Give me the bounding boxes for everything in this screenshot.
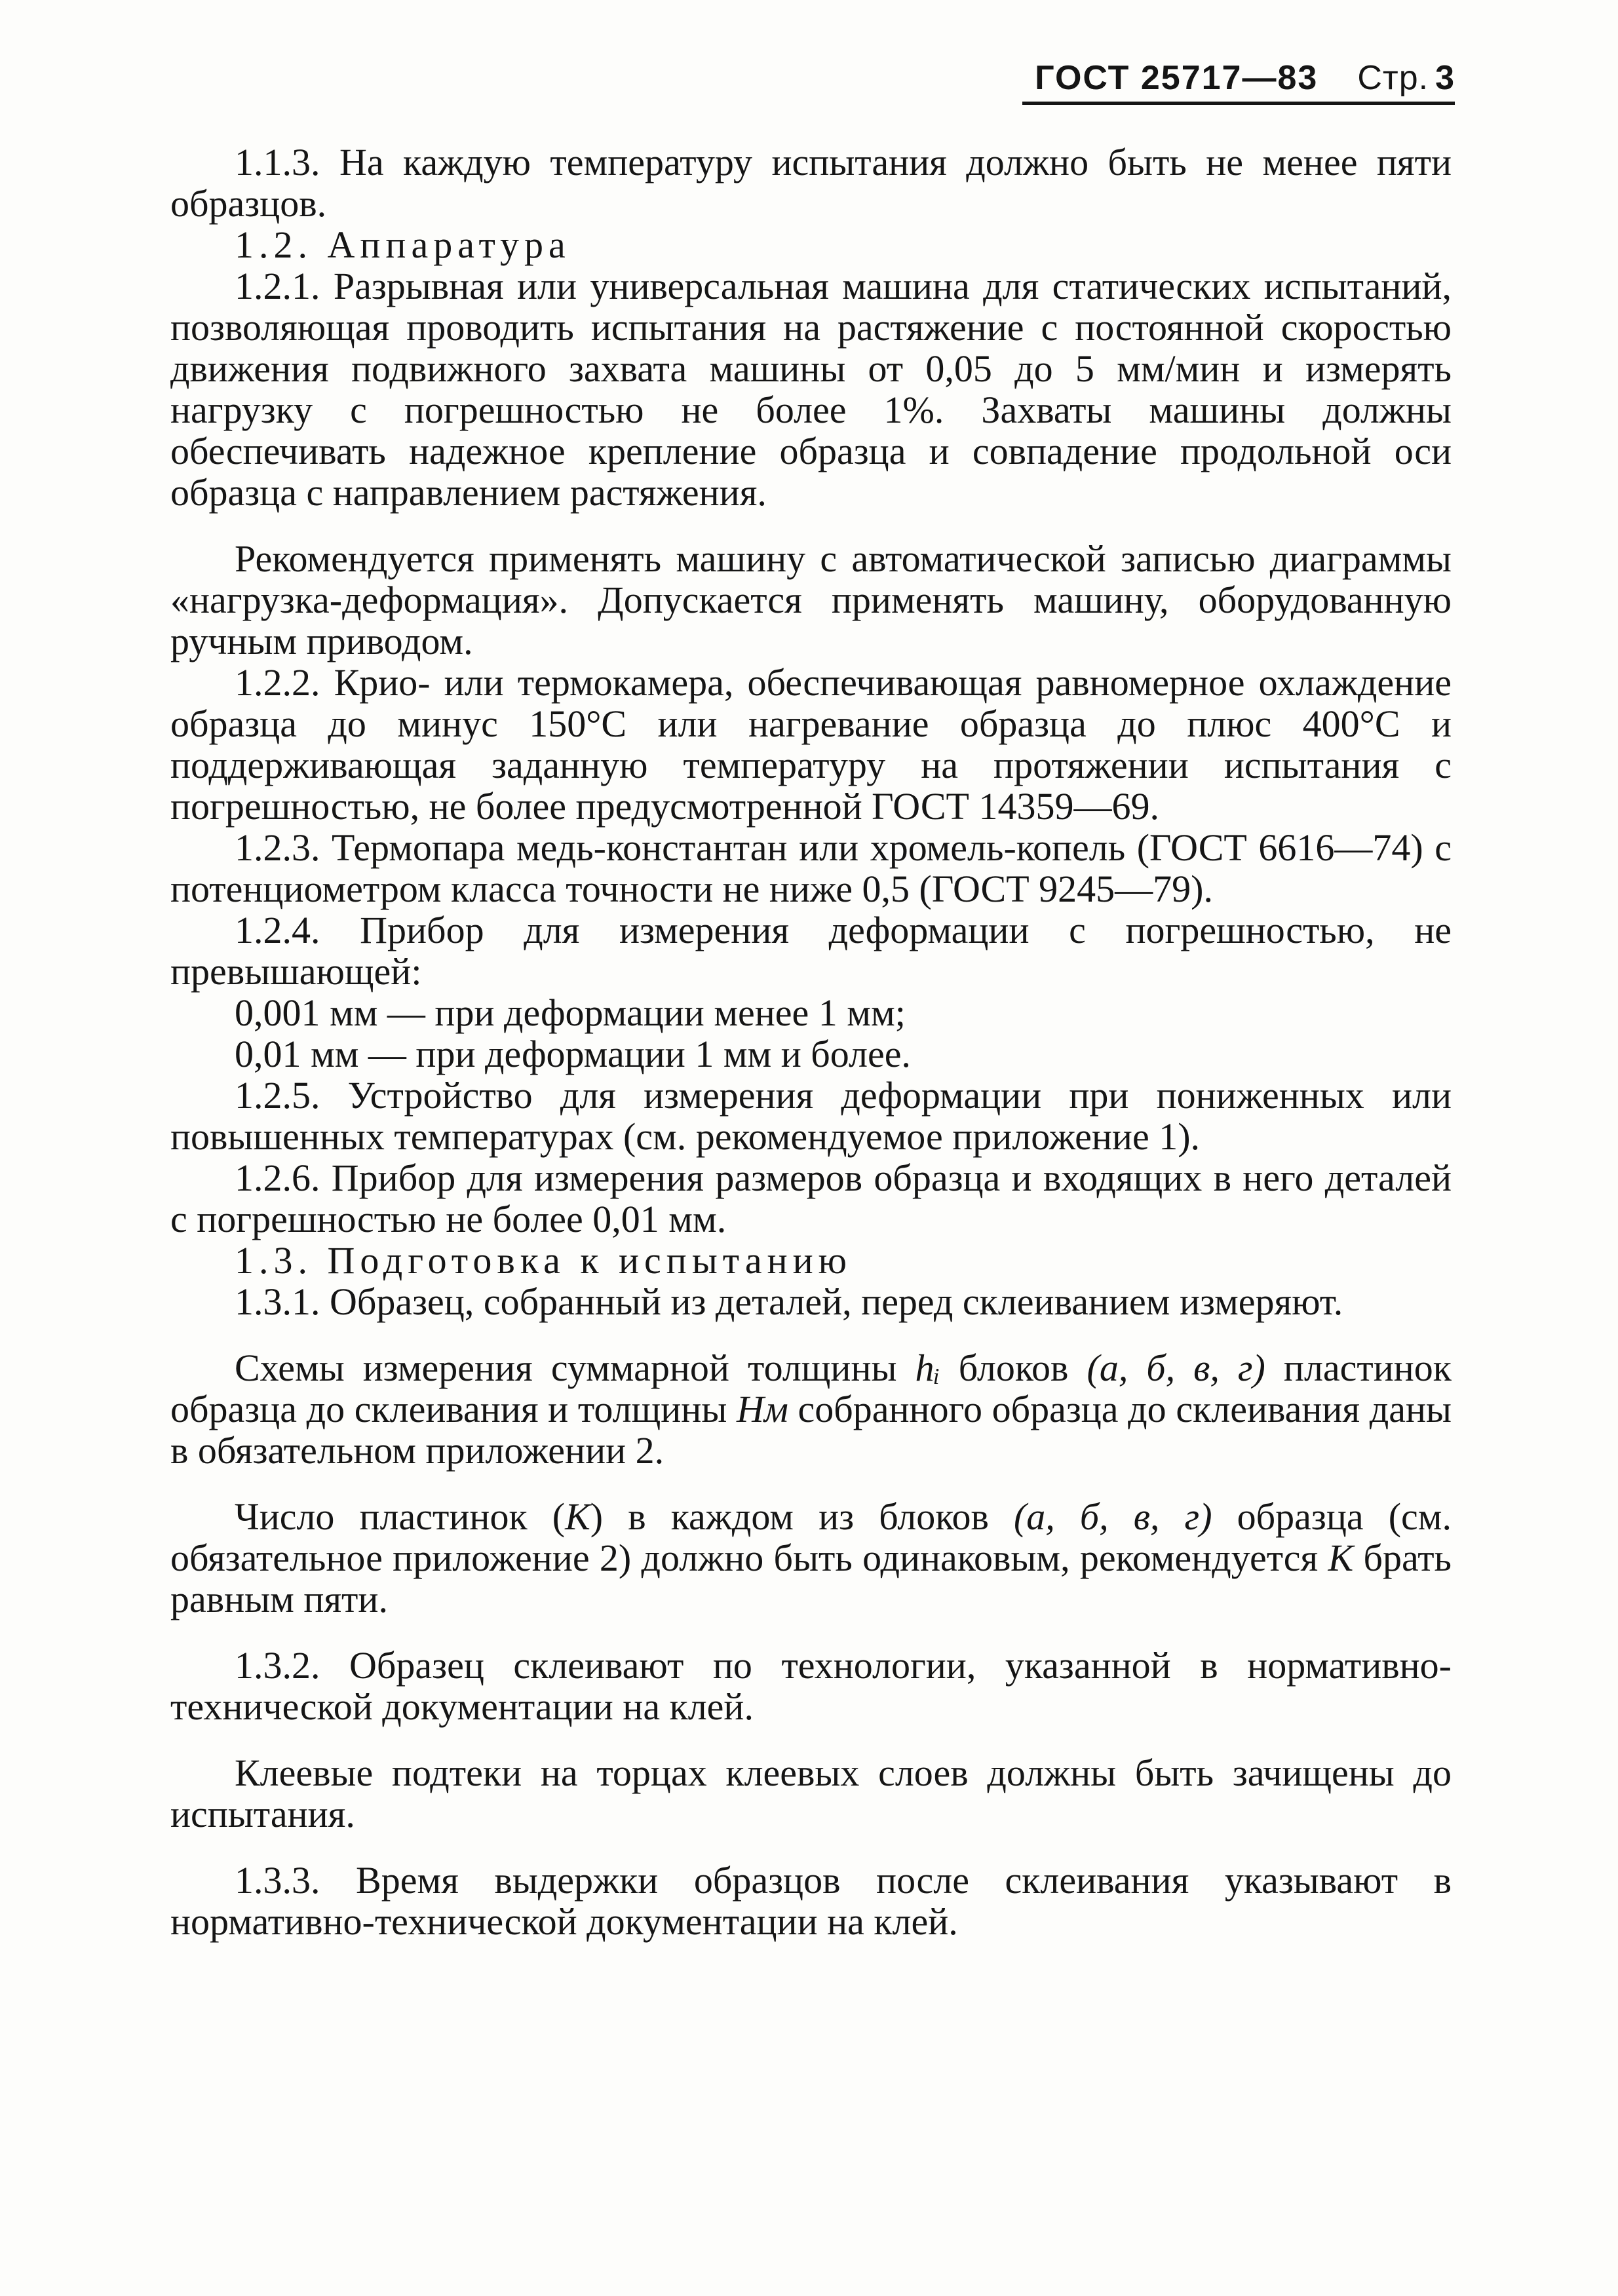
paragraph-1-2-1: 1.2.1. Разрывная или универсальная машина для статических испытаний, позволяющая проводить испытания на растяжение с постоянной скоростью движения подвижного захвата машины от 0,05 до 5 мм/мин и измерять нагрузку с погрешностью не более 1%. Захваты машины должны обеспечивать надежное крепление образца и совпадение продольной оси образца с направлением растяжения. <box>170 265 1452 514</box>
paragraph-1-2-5: 1.2.5. Устройство для измерения деформации при пониженных или повышенных температурах (см. рекомендуемое приложение 1). <box>170 1074 1452 1158</box>
running-header <box>1022 52 1455 105</box>
paragraph-1-2-1-note: Рекомендуется применять машину с автоматической записью диаграммы «нагрузка-деформация». Допускается применять машину, оборудованную ручным приводом. <box>170 537 1452 662</box>
paragraph-1-2-3: 1.2.3. Термопара медь-константан или хромель-копель (ГОСТ 6616—74) с потенциометром класса точности не ниже 0,5 (ГОСТ 9245—79). <box>170 826 1452 910</box>
paragraph-1-3-1-schemes: Схемы измерения суммарной толщины hᵢ блоков (а, б, в, г) пластинок образца до склеивания и толщины Hм собранного образца до склеивания даны в обязательном приложении 2. <box>170 1347 1452 1472</box>
paragraph-1-2-4-item-b: 0,01 мм — при деформации 1 мм и более. <box>235 1033 911 1075</box>
paragraph-1-2-6: 1.2.6. Прибор для измерения размеров образца и входящих в него деталей с погрешностью не более 0,01 мм. <box>170 1157 1452 1240</box>
paragraph-1-2-2: 1.2.2. Крио- или термокамера, обеспечивающая равномерное охлаждение образца до минус 150°С или нагревание образца до плюс 400°С и поддерживающая заданную температуру на протяжении испытания с погрешностью, не более предусмотренной ГОСТ 14359—69. <box>170 661 1452 828</box>
standard-number: ГОСТ 25717—83 <box>1035 59 1319 97</box>
section-heading-1-2: 1.2. Аппаратура <box>235 223 571 266</box>
paragraph-1-3-2: 1.3.2. Образец склеивают по технологии, указанной в нормативно-технической документации на клей. <box>170 1644 1452 1728</box>
paragraph-1-3-1: 1.3.1. Образец, собранный из деталей, перед склеиванием измеряют. <box>235 1280 1343 1323</box>
section-heading-1-3: 1.3. Подготовка к испытанию <box>235 1239 852 1282</box>
paragraph-1-3-2-note: Клеевые подтеки на торцах клеевых слоев должны быть зачищены до испытания. <box>170 1751 1452 1835</box>
paragraph-1-3-3: 1.3.3. Время выдержки образцов после склеивания указывают в нормативно-технической документации на клей. <box>170 1859 1452 1943</box>
paragraph-1-2-4: 1.2.4. Прибор для измерения деформации с погрешностью, не превышающей: <box>170 909 1452 993</box>
document-body <box>170 142 1452 1942</box>
paragraph-1-2-4-item-a: 0,001 мм — при деформации менее 1 мм; <box>235 991 906 1034</box>
page-number: 3 <box>1435 59 1455 97</box>
paragraph-1-1-3: 1.1.3. На каждую температуру испытания должно быть не менее пяти образцов. <box>170 141 1452 225</box>
paragraph-1-3-1-plates: Число пластинок (K) в каждом из блоков (а, б, в, г) образца (см. обязательное приложение 2) должно быть одинаковым, рекомендуется K брать равным пяти. <box>170 1495 1452 1620</box>
page-number-label <box>1357 58 1455 98</box>
page-label: Стр. <box>1357 59 1429 97</box>
